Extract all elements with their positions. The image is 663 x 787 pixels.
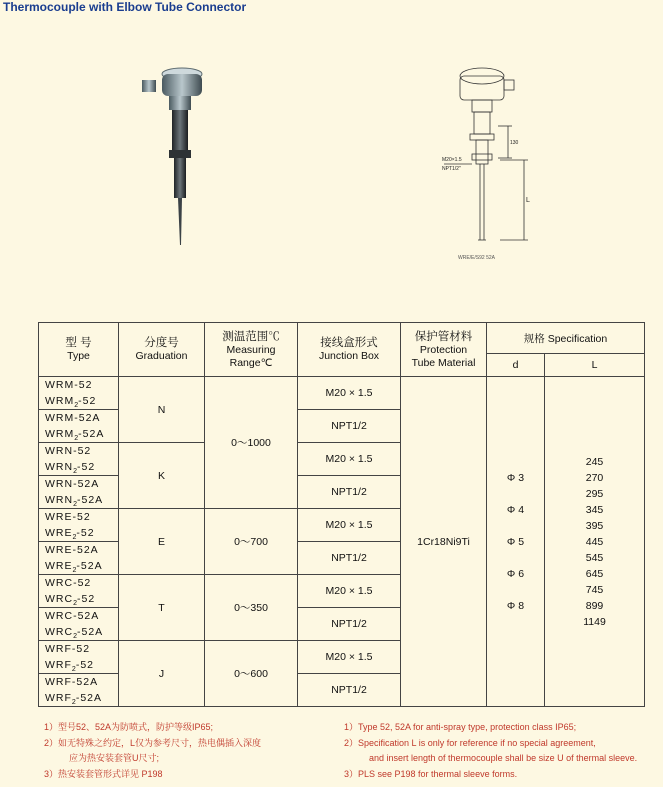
note-en-2: 2）Specification L is only for reference if no special agreement, (344, 737, 596, 748)
L-value: 545 (585, 551, 604, 564)
type-code: WRC-52A (45, 610, 100, 622)
L-value: 445 (585, 535, 604, 548)
type-cell (39, 410, 119, 443)
range-cell: 0～350 (205, 575, 298, 641)
header-range: 测温范围℃ Measuring Range℃ (205, 323, 298, 377)
junction-box-cell: M20 × 1.5 (298, 641, 401, 674)
type-code: WRM-52 (45, 379, 93, 391)
type-code: $WRF_2-52$ (45, 659, 95, 674)
notes-chinese (44, 720, 261, 782)
type-cell (39, 641, 119, 674)
junction-box-cell: NPT1/2 (298, 476, 401, 509)
L-value: 645 (585, 567, 604, 580)
header-junction-box: 接线盒形式 Junction Box (298, 323, 401, 377)
junction-box-cell: M20 × 1.5 (298, 377, 401, 410)
header-L: L (545, 354, 645, 377)
note-cn-1: 1）型号52、52A为防喷式，防护等级IP65; (44, 722, 214, 732)
svg-text:NPT1/2": NPT1/2" (442, 166, 461, 172)
dimension-drawing (438, 62, 548, 252)
page-title: Thermocouple with Elbow Tube Connector (3, 0, 247, 14)
L-value: 295 (585, 487, 604, 500)
type-code: $WRM_2-52A$ (45, 428, 105, 443)
type-code: WRN-52A (45, 478, 100, 490)
junction-box-cell: M20 × 1.5 (298, 443, 401, 476)
type-cell (39, 476, 119, 509)
d-values-cell (487, 377, 545, 707)
type-code: WRE-52 (45, 511, 91, 523)
graduation-cell: N (119, 377, 205, 443)
note-cn-2: 2）如无特殊之约定，L仅为参考尺寸，热电偶插入深度 (44, 737, 262, 748)
junction-box-cell: NPT1/2 (298, 542, 401, 575)
type-cell (39, 542, 119, 575)
L-value: 245 (585, 455, 604, 468)
svg-text:M20×1.5: M20×1.5 (442, 157, 462, 163)
graduation-cell: J (119, 641, 205, 707)
range-cell: 0～700 (205, 509, 298, 575)
graduation-cell: K (119, 443, 205, 509)
type-code: WRC-52 (45, 577, 92, 589)
d-value: Φ 8 (506, 599, 525, 612)
range-cell: 0～1000 (205, 377, 298, 509)
type-code: $WRF_2-52A$ (45, 692, 103, 707)
L-value: 395 (585, 519, 604, 532)
graduation-cell: E (119, 509, 205, 575)
note-en-3: and insert length of thermocouple shall be size U of thermal sleeve. (369, 753, 638, 763)
type-code: $WRN_2-52A$ (45, 494, 104, 509)
L-value: 270 (585, 471, 604, 484)
type-code: WRF-52 (45, 643, 91, 655)
junction-box-cell: M20 × 1.5 (298, 509, 401, 542)
type-code: WRE-52A (45, 544, 99, 556)
type-cell (39, 443, 119, 476)
type-cell (39, 575, 119, 608)
type-code: $WRC_2-52$ (45, 593, 96, 608)
spec-table (38, 322, 645, 707)
type-code: WRM-52A (45, 412, 101, 424)
type-cell (39, 674, 119, 707)
junction-box-cell: NPT1/2 (298, 410, 401, 443)
note-cn-3: 应为热安装套管U尺寸; (69, 753, 160, 763)
graduation-cell: T (119, 575, 205, 641)
type-cell (39, 608, 119, 641)
note-en-4: 3）PLS see P198 for thermal sleeve forms. (344, 768, 518, 779)
junction-box-cell: NPT1/2 (298, 608, 401, 641)
junction-box-cell: M20 × 1.5 (298, 575, 401, 608)
type-code: $WRN_2-52$ (45, 461, 96, 476)
tube-material-cell: 1Cr18Ni9Ti (401, 377, 487, 707)
note-cn-4: 3）热安装套管形式详见 P198 (44, 768, 163, 779)
L-values-cell (545, 377, 645, 707)
type-cell (39, 509, 119, 542)
L-value: 345 (585, 503, 604, 516)
note-en-1: 1）Type 52, 52A for anti-spray type, protection class IP65; (344, 722, 577, 732)
svg-text:L: L (526, 197, 530, 204)
d-value: Φ 4 (506, 503, 525, 516)
type-code: WRF-52A (45, 676, 99, 688)
L-value: 1149 (583, 615, 606, 628)
L-value: 745 (585, 583, 604, 596)
d-value: Φ 5 (506, 535, 525, 548)
header-graduation: 分度号 Graduation (119, 323, 205, 377)
d-value: Φ 3 (506, 471, 525, 484)
table-row (39, 377, 645, 410)
header-type: 型 号 Type (39, 323, 119, 377)
header-spec: 规格 Specification (487, 323, 645, 354)
notes-english (344, 720, 637, 782)
header-tube-material: 保护管材料 Protection Tube Material (401, 323, 487, 377)
d-value: Φ 6 (506, 567, 525, 580)
type-cell (39, 377, 119, 410)
range-cell: 0～600 (205, 641, 298, 707)
thermocouple-photo (136, 60, 226, 250)
junction-box-cell: NPT1/2 (298, 674, 401, 707)
type-code: $WRE_2-52$ (45, 527, 95, 542)
type-code: $WRM_2-52$ (45, 395, 97, 410)
type-code: $WRE_2-52A$ (45, 560, 103, 575)
svg-text:130: 130 (510, 140, 519, 146)
drawing-note: WRE/E/S92 52A (458, 255, 495, 261)
L-value: 899 (585, 599, 604, 612)
header-d: d (487, 354, 545, 377)
type-code: WRN-52 (45, 445, 92, 457)
type-code: $WRC_2-52A$ (45, 626, 104, 641)
